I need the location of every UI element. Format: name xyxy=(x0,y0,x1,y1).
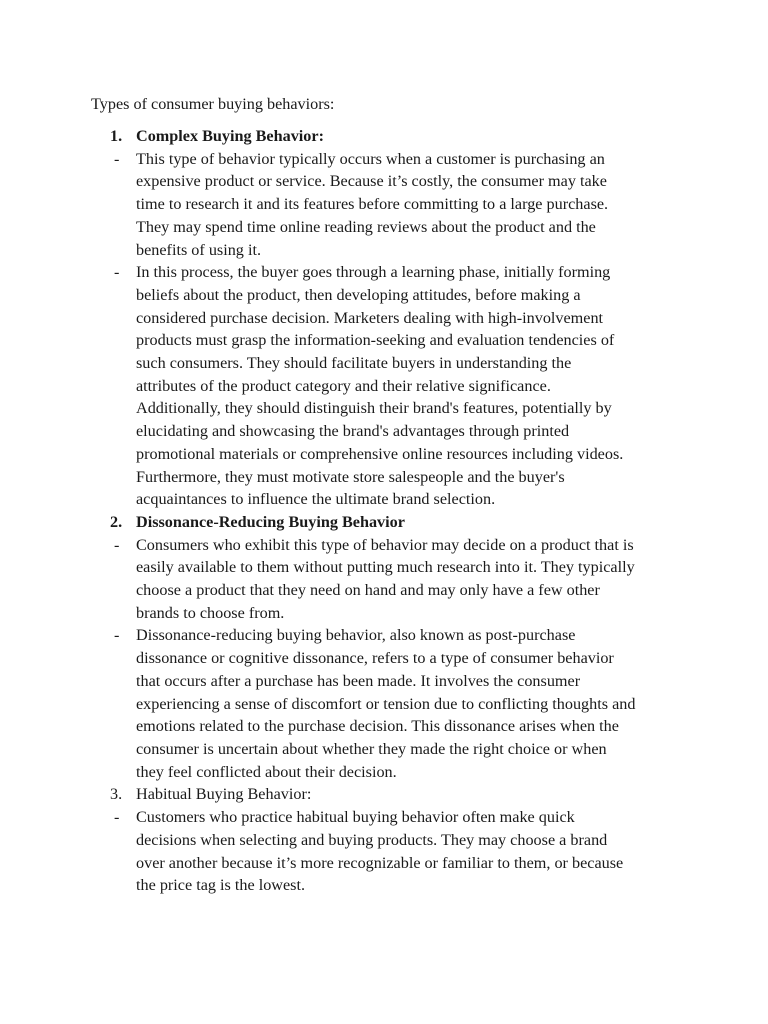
bullet-marker: - xyxy=(114,149,120,168)
bullet-text-line: They may spend time online reading reviews about the product and the xyxy=(136,217,596,236)
bullet-text-line: brands to choose from. xyxy=(136,603,285,622)
bullet-text-line: promotional materials or comprehensive online resources including videos. xyxy=(136,444,624,463)
bullet-text-line: benefits of using it. xyxy=(136,240,261,259)
bullet-text-line: Additionally, they should distinguish their brand's features, potentially by xyxy=(136,399,612,418)
section-title: Habitual Buying Behavior: xyxy=(136,785,312,804)
bullet-text-line: such consumers. They should facilitate buyers in understanding the xyxy=(136,354,572,373)
bullet-text-line: considered purchase decision. Marketers dealing with high-involvement xyxy=(136,308,604,327)
document-body xyxy=(91,125,691,897)
bullet-text-line: experiencing a sense of discomfort or tension due to conflicting thoughts and xyxy=(136,694,636,713)
bullet-marker: - xyxy=(114,263,120,282)
bullet-text-line: consumer is uncertain about whether they made the right choice or when xyxy=(136,739,607,758)
bullet-text-line: This type of behavior typically occurs when a customer is purchasing an xyxy=(136,149,605,168)
section-3 xyxy=(91,783,691,897)
bullet-text-line: acquaintances to influence the ultimate brand selection. xyxy=(136,490,496,509)
bullet-text-line: elucidating and showcasing the brand's advantages through printed xyxy=(136,422,570,441)
bullet-item xyxy=(91,261,691,511)
bullet-text-line: they feel conflicted about their decision. xyxy=(136,762,397,781)
section-title: Dissonance-Reducing Buying Behavior xyxy=(136,512,405,531)
bullet-text-line: over another because it’s more recognizable or familiar to them, or because xyxy=(136,853,624,872)
bullet-marker: - xyxy=(114,535,120,554)
section-heading xyxy=(91,783,691,806)
bullet-item xyxy=(91,624,691,783)
bullet-item xyxy=(91,534,691,625)
bullet-marker: - xyxy=(114,626,120,645)
bullet-text-line: decisions when selecting and buying products. They may choose a brand xyxy=(136,830,608,849)
section-number: 2. xyxy=(110,512,123,531)
bullet-text-line: that occurs after a purchase has been made. It involves the consumer xyxy=(136,671,581,690)
bullet-text-line: choose a product that they need on hand and may only have a few other xyxy=(136,581,600,600)
section-1 xyxy=(91,125,691,511)
bullet-text-line: dissonance or cognitive dissonance, refers to a type of consumer behavior xyxy=(136,649,614,668)
section-heading xyxy=(91,125,691,148)
bullet-text-line: Dissonance-reducing buying behavior, also known as post-purchase xyxy=(136,626,576,645)
section-title: Complex Buying Behavior: xyxy=(136,127,324,145)
section-heading xyxy=(91,511,691,534)
bullet-text-line: attributes of the product category and their relative significance. xyxy=(136,376,551,395)
bullet-text-line: Furthermore, they must motivate store salespeople and the buyer's xyxy=(136,467,565,486)
section-2 xyxy=(91,511,691,783)
bullet-marker: - xyxy=(114,808,120,827)
bullet-text-line: products must grasp the information-seeking and evaluation tendencies of xyxy=(136,331,615,350)
bullet-text-line: Consumers who exhibit this type of behavior may decide on a product that is xyxy=(136,535,634,554)
bullet-item xyxy=(91,806,691,897)
intro-text: Types of consumer buying behaviors: xyxy=(91,95,335,113)
bullet-item xyxy=(91,148,691,262)
section-number: 1. xyxy=(110,127,123,145)
bullet-text-line: In this process, the buyer goes through a learning phase, initially forming xyxy=(136,263,611,282)
bullet-text-line: the price tag is the lowest. xyxy=(136,876,306,895)
bullet-text-line: emotions related to the purchase decision. This dissonance arises when the xyxy=(136,717,619,736)
bullet-text-line: beliefs about the product, then developing attitudes, before making a xyxy=(136,285,581,304)
bullet-text-line: easily available to them without putting much research into it. They typically xyxy=(136,558,635,577)
bullet-text-line: time to research it and its features before committing to a large purchase. xyxy=(136,195,609,214)
bullet-text-line: Customers who practice habitual buying behavior often make quick xyxy=(136,808,575,827)
bullet-text-line: expensive product or service. Because it’s costly, the consumer may take xyxy=(136,172,607,191)
section-number: 3. xyxy=(110,785,123,804)
